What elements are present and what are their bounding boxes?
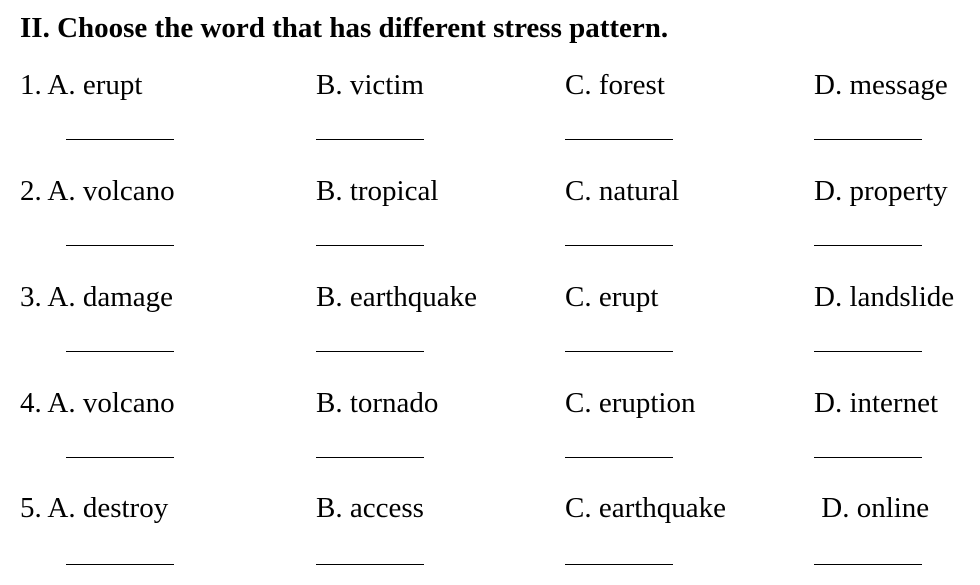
option-a: 2. A. volcano	[20, 175, 175, 207]
answer-blank-d[interactable]	[814, 245, 922, 246]
option-b: B. tropical	[316, 175, 439, 207]
answer-blank-c[interactable]	[565, 457, 673, 458]
option-d: D. online	[814, 492, 930, 524]
answer-blank-a[interactable]	[66, 564, 174, 565]
question-row-3	[0, 277, 980, 317]
answer-blank-c[interactable]	[565, 351, 673, 352]
answer-blanks-5	[0, 564, 980, 584]
answer-blank-a[interactable]	[66, 457, 174, 458]
option-c: C. eruption	[565, 387, 696, 419]
option-c: C. earthquake	[565, 492, 727, 524]
option-a: 5. A. destroy	[20, 492, 169, 524]
option-a: 4. A. volcano	[20, 387, 175, 419]
answer-blank-b[interactable]	[316, 457, 424, 458]
option-b: B. tornado	[316, 387, 439, 419]
option-a: 1. A. erupt	[20, 69, 143, 101]
answer-blanks-2	[0, 245, 980, 265]
answer-blank-a[interactable]	[66, 245, 174, 246]
answer-blank-c[interactable]	[565, 139, 673, 140]
option-b: B. access	[316, 492, 424, 524]
answer-blank-a[interactable]	[66, 351, 174, 352]
answer-blank-d[interactable]	[814, 457, 922, 458]
answer-blanks-4	[0, 457, 980, 477]
answer-blank-b[interactable]	[316, 564, 424, 565]
option-d: D. landslide	[814, 281, 955, 313]
option-a: 3. A. damage	[20, 281, 174, 313]
answer-blank-d[interactable]	[814, 564, 922, 565]
answer-blank-c[interactable]	[565, 564, 673, 565]
answer-blank-d[interactable]	[814, 351, 922, 352]
option-d: D. message	[814, 69, 948, 101]
answer-blanks-1	[0, 139, 980, 159]
option-c: C. erupt	[565, 281, 659, 313]
option-d: D. property	[814, 175, 948, 207]
option-c: C. natural	[565, 175, 680, 207]
answer-blank-b[interactable]	[316, 245, 424, 246]
exercise-heading: II. Choose the word that has different stress pattern.	[20, 12, 669, 44]
option-b: B. victim	[316, 69, 424, 101]
answer-blank-a[interactable]	[66, 139, 174, 140]
answer-blank-d[interactable]	[814, 139, 922, 140]
option-b: B. earthquake	[316, 281, 478, 313]
option-d: D. internet	[814, 387, 939, 419]
answer-blank-b[interactable]	[316, 351, 424, 352]
answer-blank-b[interactable]	[316, 139, 424, 140]
answer-blanks-3	[0, 351, 980, 371]
question-row-1	[0, 65, 980, 105]
question-row-4	[0, 383, 980, 423]
question-row-5	[0, 488, 980, 528]
option-c: C. forest	[565, 69, 665, 101]
answer-blank-c[interactable]	[565, 245, 673, 246]
question-row-2	[0, 171, 980, 211]
